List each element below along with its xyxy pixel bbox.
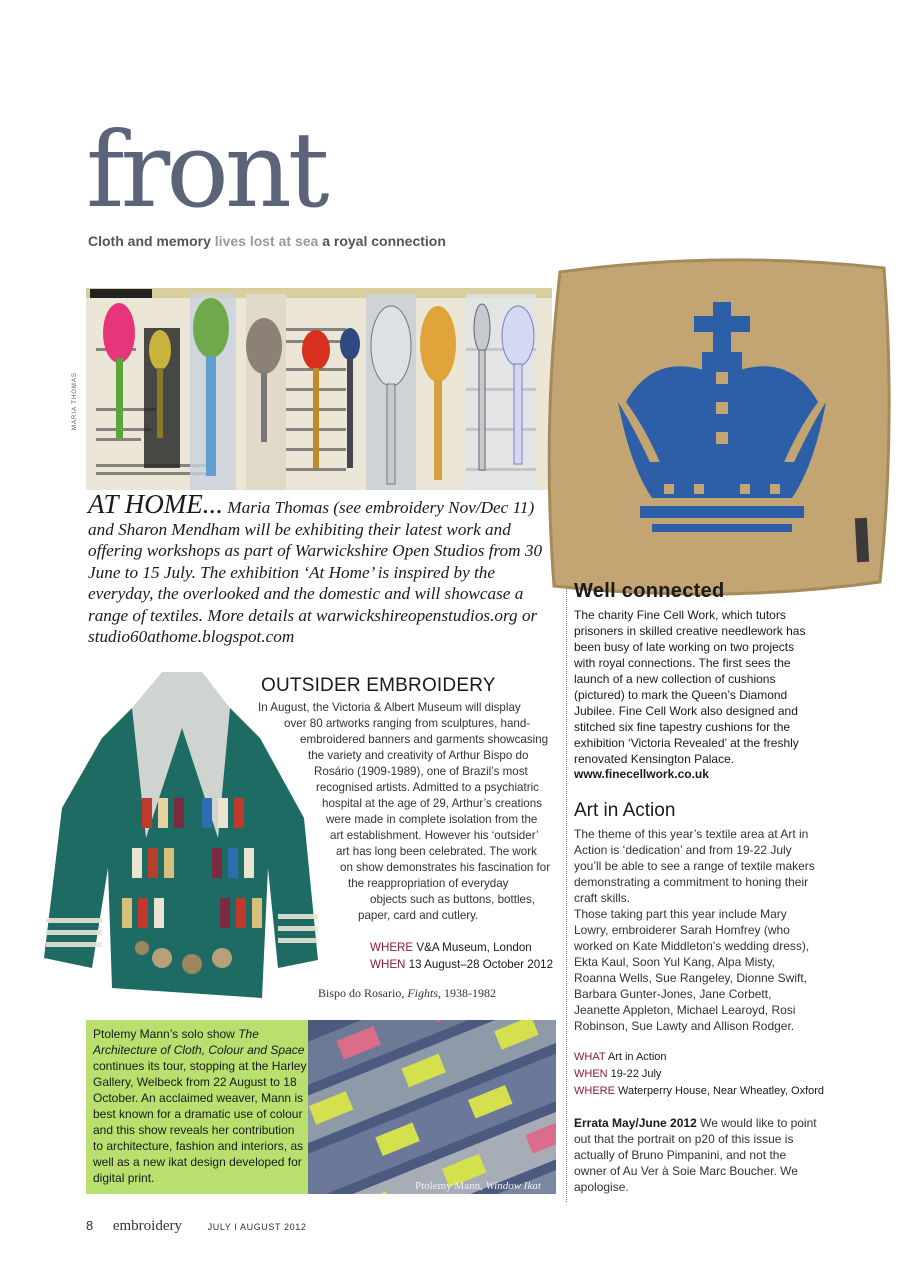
ptolemy-body: continues its tour, stopping at the Harley Gallery, Welbeck from 22 August to 18 October. An acclaimed weaver, Mann is best known for a dramatic use of colour and this show reveals her contribution to architecture, fashion and interiors, as well as a new ikat design developed for digital print.	[93, 1059, 307, 1185]
aa-what-row	[574, 1049, 824, 1066]
spoons-artwork-image	[86, 288, 552, 490]
strap-royal-connection: a royal connection	[322, 233, 446, 249]
footer-issue: JULY I AUGUST 2012	[207, 1222, 307, 1232]
at-home-article	[88, 489, 558, 648]
art-in-action-para-2: Those taking part this year include Mary Lowry, embroiderer Sarah Homfrey (who worked on Kate Middleton’s wedding dress), Ekta Kaul, Soon Yul Kang, Alpa Misty, Roanna Wells, Sue Rangeley, Dionne Swift, Barbara Gunter-Jones, Jane Corbett, Jeanette Appleton, Michael Learoyd, Rosi Robinson, Sue Lawty and Allison Rodger.	[574, 907, 810, 1033]
well-connected-heading: Well connected	[574, 580, 725, 602]
outsider-embroidery-facts	[370, 939, 553, 973]
ptolemy-intro: Ptolemy Mann’s solo show	[93, 1027, 235, 1041]
crown-cushion-image	[544, 252, 896, 602]
oe-line: objects such as buttons, bottles,	[370, 893, 535, 906]
ptolemy-mann-text	[93, 1026, 307, 1186]
jacket-caption-title: Fights,	[407, 986, 442, 1000]
errata-lead: Errata May/June 2012	[574, 1116, 697, 1130]
oe-line: embroidered banners and garments showcasing	[300, 733, 549, 746]
oe-where-value: V&A Museum, London	[416, 941, 532, 954]
oe-when-label: WHEN	[370, 958, 406, 971]
strap-cloth-and-memory: Cloth and memory	[88, 233, 211, 249]
strap-lives-lost-at-sea: lives lost at sea	[214, 233, 319, 249]
window-ikat-image	[308, 1020, 556, 1194]
masthead-title: front	[86, 109, 326, 231]
page-footer	[86, 1218, 306, 1235]
at-home-lead: AT HOME...	[88, 489, 223, 519]
outsider-embroidery-body	[258, 700, 558, 924]
fine-cell-work-link[interactable]: www.finecellwork.co.uk	[574, 767, 709, 781]
ikat-caption-artist: Ptolemy Mann,	[415, 1180, 483, 1192]
art-in-action-body	[574, 826, 816, 1034]
oe-where-row	[370, 939, 553, 956]
oe-line: the variety and creativity of Arthur Bispo do	[308, 749, 529, 762]
oe-line: recognised artists. Admitted to a psychiatric	[316, 781, 539, 794]
oe-line: were made in complete isolation from the	[326, 813, 538, 826]
aa-when-label: WHEN	[574, 1068, 608, 1080]
masthead-strapline	[88, 233, 446, 249]
oe-where-label: WHERE	[370, 941, 414, 954]
art-in-action-facts	[574, 1049, 824, 1100]
oe-line: hospital at the age of 29, Arthur’s creations	[322, 797, 542, 810]
oe-line: Rosário (1909-1989), one of Brazil’s most	[314, 765, 528, 778]
oe-line: In August, the Victoria & Albert Museum will display	[258, 701, 521, 714]
oe-when-value: 13 August–28 October 2012	[408, 958, 554, 971]
photo-credit-maria-thomas: MARIA THOMAS	[72, 372, 78, 430]
oe-line: the reappropriation of everyday	[348, 877, 509, 890]
aa-where-label: WHERE	[574, 1085, 615, 1097]
ikat-caption-title: Window Ikat	[485, 1180, 541, 1192]
footer-magazine-name: embroidery	[112, 1218, 182, 1234]
page-number: 8	[86, 1218, 94, 1233]
oe-when-row	[370, 956, 553, 973]
art-in-action-heading: Art in Action	[574, 800, 676, 821]
aa-what-value: Art in Action	[607, 1051, 667, 1063]
oe-line: art has long been celebrated. The work	[336, 845, 537, 858]
jacket-caption-artist: Bispo do Rosario,	[318, 986, 405, 1000]
aa-what-label: WHAT	[574, 1051, 606, 1063]
oe-line: on show demonstrates his fascination for	[340, 861, 551, 874]
errata-text: We would like to point out that the portrait on p20 of this issue is actually of Bruno Pimpanini, and not the owner of Au Ver à Soie Marc Boucher. We apologise.	[574, 1116, 817, 1194]
ptolemy-show-title: The Architecture of Cloth, Colour and Space	[93, 1027, 305, 1057]
oe-line: art establishment. However his ‘outsider’	[330, 829, 539, 842]
jacket-caption	[318, 986, 496, 1001]
ikat-caption	[415, 1180, 541, 1192]
aa-when-row	[574, 1066, 824, 1083]
outsider-embroidery-heading: OUTSIDER EMBROIDERY	[261, 675, 496, 696]
errata-note	[574, 1115, 818, 1195]
well-connected-body: The charity Fine Cell Work, which tutors prisoners in skilled creative needlework has been busy of late working on two projects with royal connections. The first sees the launch of a new collection of cushions (pictured) to mark the Queen’s Diamond Jubilee. Fine Cell Work also designed and stitched six fine tapestry cushions for the exhibition ‘Victoria Revealed’ at the freshly renovated Kensington Palace.	[574, 608, 806, 766]
oe-line: over 80 artworks ranging from sculptures, hand-	[284, 717, 531, 730]
aa-where-value: Waterperry House, Near Wheatley, Oxford	[618, 1085, 825, 1097]
aa-where-row	[574, 1083, 824, 1100]
aa-when-value: 19-22 July	[610, 1068, 662, 1080]
art-in-action-para-1: The theme of this year’s textile area at Art in Action is ‘dedication’ and from 19-22 July you’ll be able to see a range of textile makers demonstrating a commitment to honing their craft skills.	[574, 827, 815, 905]
oe-line: paper, card and cutlery.	[358, 909, 479, 922]
jacket-caption-year: 1938-1982	[444, 986, 497, 1000]
at-home-text: Maria Thomas (see embroidery Nov/Dec 11) and Sharon Mendham will be exhibiting their latest work and offering workshops as part of Warwickshire Open Studios from 30 June to 15 July. The exhibition ‘At Home’ is inspired by the everyday, the overlooked and the domestic and will showcase a range of textiles. More details at warwickshireopenstudios.org or studio60athome.blogspot.com	[88, 498, 543, 646]
